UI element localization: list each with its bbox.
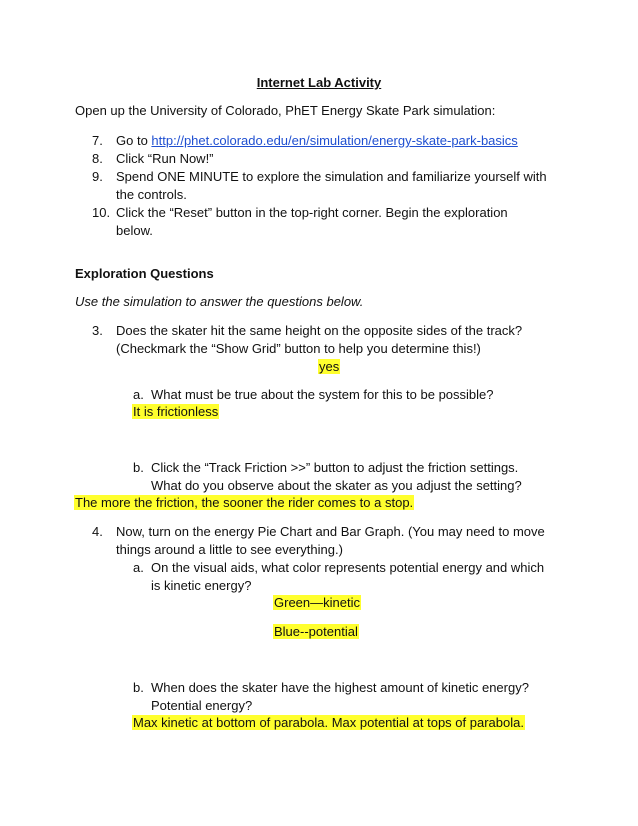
exploration-instruction: Use the simulation to answer the questions below. [75, 294, 364, 309]
question-4 [92, 524, 545, 540]
question-3a [133, 387, 494, 403]
answer-highlight: Max kinetic at bottom of parabola. Max potential at tops of parabola. [133, 715, 524, 730]
answer-highlight: Green—kinetic [274, 595, 360, 610]
intro-text: Open up the University of Colorado, PhET Energy Skate Park simulation: [75, 103, 496, 118]
question-4b [133, 680, 529, 696]
step-number: 8. [92, 151, 103, 166]
answer-3b [74, 495, 414, 511]
answer-3a [132, 404, 219, 420]
subquestion-text: On the visual aids, what color represents potential energy and which [151, 560, 545, 575]
step-number: 10. [92, 205, 111, 220]
answer-highlight: Blue--potential [274, 624, 358, 639]
page-title: Internet Lab Activity [256, 75, 382, 90]
step-10-cont: below. [116, 223, 153, 238]
step-text: Click the “Reset” button in the top-right corner. Begin the exploration [116, 205, 508, 220]
subquestion-letter: a. [133, 387, 144, 402]
step-number: 7. [92, 133, 103, 148]
step-9 [92, 169, 547, 185]
step-text: Spend ONE MINUTE to explore the simulation and familiarize yourself with [116, 169, 547, 184]
question-3b [133, 460, 518, 476]
step-text: Go to [116, 133, 152, 148]
exploration-heading: Exploration Questions [75, 266, 214, 281]
subquestion-text: Click the “Track Friction >>” button to adjust the friction settings. [151, 460, 519, 475]
question-text: Now, turn on the energy Pie Chart and Bar Graph. (You may need to move [116, 524, 545, 539]
answer-highlight: yes [319, 359, 340, 374]
answer-4a-kinetic [273, 595, 361, 611]
subquestion-letter: b. [133, 460, 144, 475]
step-9-cont: the controls. [116, 187, 187, 202]
question-text: Does the skater hit the same height on the opposite sides of the track? [116, 323, 523, 338]
question-3 [92, 323, 522, 339]
question-3-cont: (Checkmark the “Show Grid” button to help you determine this!) [116, 341, 481, 356]
answer-highlight: The more the friction, the sooner the rider comes to a stop. [75, 495, 414, 510]
answer-highlight: It is frictionless [133, 404, 219, 419]
simulation-link[interactable]: http://phet.colorado.edu/en/simulation/energy-skate-park-basics [151, 133, 518, 148]
question-4b-cont: Potential energy? [151, 698, 253, 713]
question-number: 3. [92, 323, 103, 338]
subquestion-text: What must be true about the system for this to be possible? [151, 387, 494, 402]
question-4-cont: things around a little to see everything.) [116, 542, 343, 557]
question-4a-cont: is kinetic energy? [151, 578, 252, 593]
subquestion-text: When does the skater have the highest amount of kinetic energy? [151, 680, 529, 695]
question-number: 4. [92, 524, 103, 539]
answer-4b [132, 715, 525, 731]
question-3b-cont: What do you observe about the skater as you adjust the setting? [151, 478, 522, 493]
question-4a [133, 560, 544, 576]
step-number: 9. [92, 169, 103, 184]
answer-3 [318, 359, 340, 375]
step-10 [92, 205, 508, 221]
subquestion-letter: b. [133, 680, 144, 695]
step-7 [92, 133, 518, 149]
step-text: Click “Run Now!” [116, 151, 214, 166]
subquestion-letter: a. [133, 560, 144, 575]
step-8 [92, 151, 214, 167]
answer-4a-potential [273, 624, 359, 640]
